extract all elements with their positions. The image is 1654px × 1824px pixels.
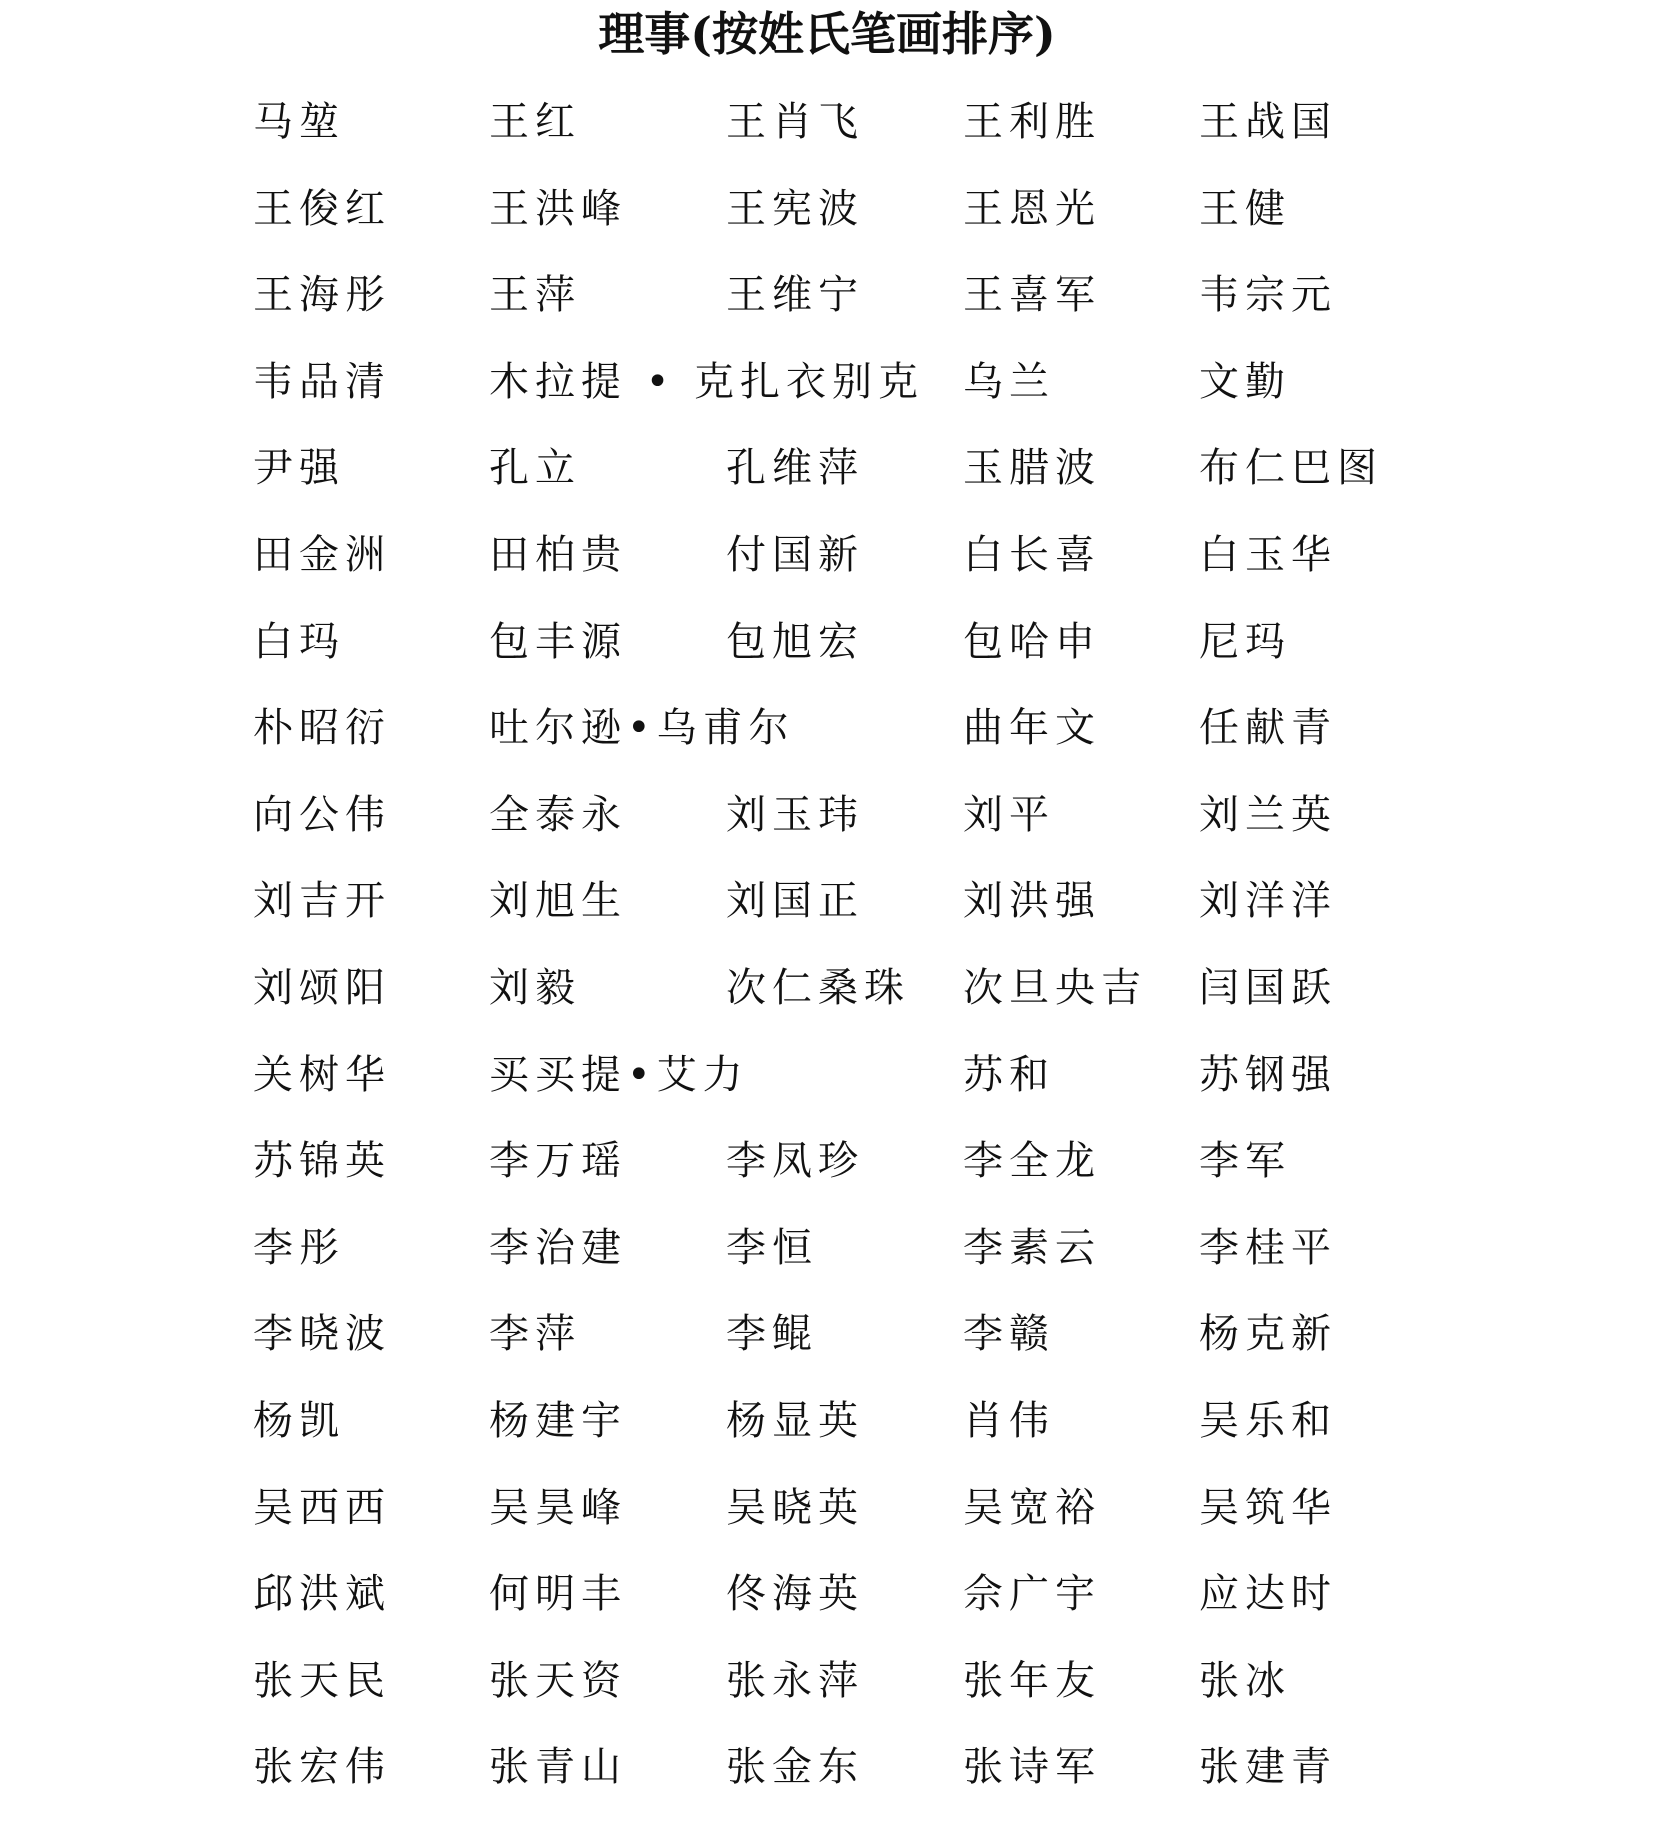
member-name: 马堃	[253, 99, 345, 145]
name-row	[253, 958, 1433, 1045]
member-name: 田柏贵	[489, 531, 627, 578]
name-row	[253, 1651, 1433, 1738]
member-name: 刘国正	[726, 878, 864, 925]
member-name: 刘平	[963, 791, 1055, 838]
member-name: 王海彤	[253, 272, 391, 319]
member-name: 闫国跃	[1199, 964, 1337, 1011]
member-name: 杨克新	[1199, 1311, 1337, 1358]
member-name: 刘颂阳	[253, 964, 391, 1011]
member-name: 刘毅	[489, 964, 581, 1011]
member-name: 李彤	[253, 1224, 345, 1271]
member-name: 刘旭生	[489, 878, 627, 925]
member-name: 包丰源	[489, 618, 627, 665]
name-row	[253, 265, 1433, 352]
member-name: 尹强	[253, 445, 345, 492]
member-name: 杨显英	[726, 1397, 864, 1444]
member-name: 刘玉玮	[726, 791, 864, 838]
member-name: 乌兰	[963, 358, 1055, 405]
member-name: 买买提•艾力	[489, 1051, 749, 1098]
name-row	[253, 525, 1433, 612]
member-name: 邱洪斌	[253, 1571, 391, 1618]
member-name: 吴昊峰	[489, 1484, 627, 1531]
name-row	[253, 785, 1433, 872]
member-name: 王俊红	[253, 185, 391, 232]
member-name: 张青山	[489, 1744, 627, 1791]
name-row	[253, 179, 1433, 266]
name-row	[253, 1045, 1433, 1132]
member-name: 田金洲	[253, 531, 391, 578]
name-row	[253, 698, 1433, 785]
member-name: 张永萍	[726, 1657, 864, 1704]
member-name: 李全龙	[963, 1138, 1101, 1185]
member-name: 王利胜	[963, 99, 1101, 145]
member-name: 白长喜	[963, 531, 1101, 578]
page-title: 理事(按姓氏笔画排序)	[598, 7, 1056, 61]
member-name: 玉腊波	[963, 445, 1101, 492]
name-row	[253, 92, 1433, 179]
member-name: 杨凯	[253, 1397, 345, 1444]
member-name: 李治建	[489, 1224, 627, 1271]
member-name: 苏锦英	[253, 1138, 391, 1185]
member-name: 刘吉开	[253, 878, 391, 925]
name-list	[253, 92, 1433, 1824]
member-name: 杨建宇	[489, 1397, 627, 1444]
member-name: 刘洪强	[963, 878, 1101, 925]
member-name: 张诗军	[963, 1744, 1101, 1791]
member-name: 任献青	[1199, 705, 1337, 752]
member-name: 文勤	[1199, 358, 1291, 405]
name-row	[253, 1737, 1433, 1824]
member-name: 张宏伟	[253, 1744, 391, 1791]
member-name: 苏钢强	[1199, 1051, 1337, 1098]
member-name: 李万瑶	[489, 1138, 627, 1185]
name-row	[253, 1391, 1433, 1478]
name-row	[253, 1131, 1433, 1218]
member-name: 吴晓英	[726, 1484, 864, 1531]
member-name: 李鲲	[726, 1311, 818, 1358]
member-name: 向公伟	[253, 791, 391, 838]
member-name: 李赣	[963, 1311, 1055, 1358]
member-name: 王宪波	[726, 185, 864, 232]
member-name: 王健	[1199, 185, 1291, 232]
member-name: 曲年文	[963, 705, 1101, 752]
member-name: 次旦央吉	[963, 964, 1147, 1011]
member-name: 王肖飞	[726, 99, 864, 145]
member-name: 王恩光	[963, 185, 1101, 232]
member-name: 白玛	[253, 618, 345, 665]
member-name: 李晓波	[253, 1311, 391, 1358]
member-name: 苏和	[963, 1051, 1055, 1098]
member-name: 王喜军	[963, 272, 1101, 319]
member-name: 李素云	[963, 1224, 1101, 1271]
name-row	[253, 871, 1433, 958]
member-name: 关树华	[253, 1051, 391, 1098]
member-name: 张冰	[1199, 1657, 1291, 1704]
member-name: 刘兰英	[1199, 791, 1337, 838]
name-row	[253, 1564, 1433, 1651]
member-name: 朴昭衍	[253, 705, 391, 752]
member-name: 何明丰	[489, 1571, 627, 1618]
member-name: 孔立	[489, 445, 581, 492]
member-name: 吴宽裕	[963, 1484, 1101, 1531]
name-row	[253, 1478, 1433, 1565]
name-row	[253, 1304, 1433, 1391]
member-name: 白玉华	[1199, 531, 1337, 578]
member-name: 佟海英	[726, 1571, 864, 1618]
member-name: 肖伟	[963, 1397, 1055, 1444]
member-name: 应达时	[1199, 1571, 1337, 1618]
member-name: 李凤珍	[726, 1138, 864, 1185]
name-row	[253, 352, 1433, 439]
member-name: 李桂平	[1199, 1224, 1337, 1271]
member-name: 全泰永	[489, 791, 627, 838]
member-name: 李萍	[489, 1311, 581, 1358]
member-name: 王洪峰	[489, 185, 627, 232]
member-name: 付国新	[726, 531, 864, 578]
member-name: 韦宗元	[1199, 272, 1337, 319]
member-name: 次仁桑珠	[726, 964, 910, 1011]
member-name: 包哈申	[963, 618, 1101, 665]
member-name: 张建青	[1199, 1744, 1337, 1791]
member-name: 王维宁	[726, 272, 864, 319]
member-name: 木拉提 • 克扎衣别克	[489, 358, 925, 405]
member-name: 佘广宇	[963, 1571, 1101, 1618]
member-name: 李恒	[726, 1224, 818, 1271]
member-name: 王萍	[489, 272, 581, 319]
member-name: 王红	[489, 99, 581, 145]
member-name: 张天民	[253, 1657, 391, 1704]
member-name: 吐尔逊•乌甫尔	[489, 705, 795, 752]
member-name: 刘洋洋	[1199, 878, 1337, 925]
member-name: 吴乐和	[1199, 1397, 1337, 1444]
member-name: 孔维萍	[726, 445, 864, 492]
member-name: 张金东	[726, 1744, 864, 1791]
name-row	[253, 612, 1433, 699]
member-name: 尼玛	[1199, 618, 1291, 665]
member-name: 吴西西	[253, 1484, 391, 1531]
member-name: 王战国	[1199, 99, 1337, 145]
name-row	[253, 1218, 1433, 1305]
member-name: 韦品清	[253, 358, 391, 405]
member-name: 张天资	[489, 1657, 627, 1704]
member-name: 包旭宏	[726, 618, 864, 665]
member-name: 布仁巴图	[1199, 445, 1383, 492]
member-name: 李军	[1199, 1138, 1291, 1185]
name-row	[253, 438, 1433, 525]
member-name: 张年友	[963, 1657, 1101, 1704]
member-name: 吴筑华	[1199, 1484, 1337, 1531]
